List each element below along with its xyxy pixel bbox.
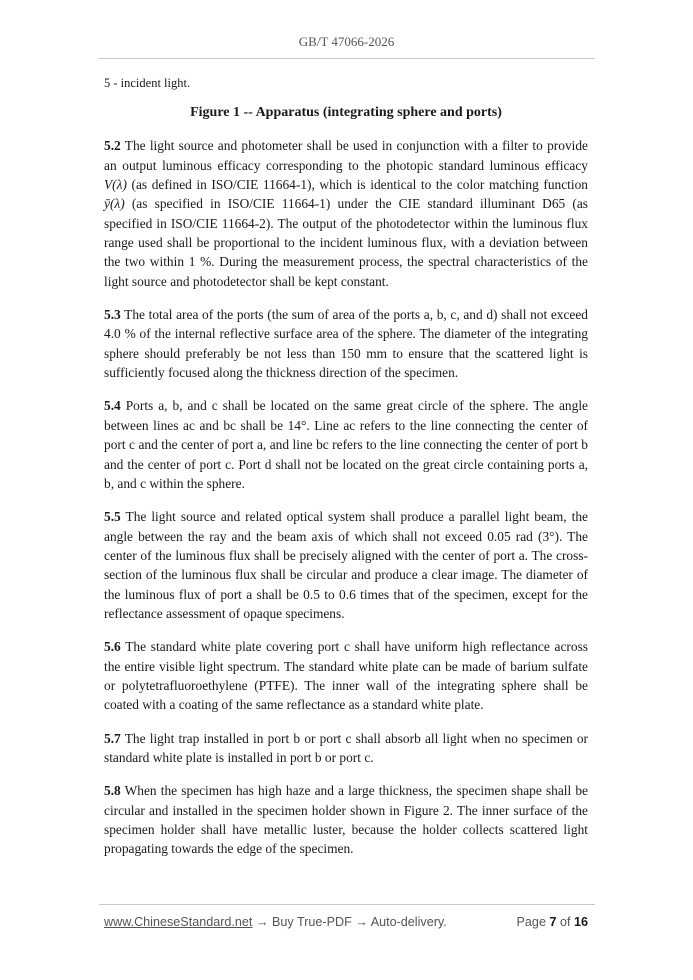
clause-number: 5.4 (104, 398, 121, 414)
page-body (104, 74, 588, 859)
clause-number: 5.8 (104, 783, 121, 799)
clause-text: When the specimen has high haze and a large thickness, the specimen shape shall be circular and installed in the specimen holder shown in Figure 2. The inner surface of the specimen holder shall have metallic luster, because the holder collects scattered light propagating towards the edge of the specimen. (104, 783, 588, 857)
clause-text: The light source and related optical system shall produce a parallel light beam, the angle between the ray and the beam axis of which shall not exceed 0.05 rad (3°). The center of the luminous flux shall be precisely aligned with the center of port a. The cross-section of the luminous flux shall be circular and produce a clear image. The diameter of the luminous flux of port a shall be 0.5 to 0.6 times that of the specimen, except for the reflectance assessment of opaque specimens. (104, 509, 588, 621)
site-link[interactable]: www.ChineseStandard.net (104, 915, 253, 929)
color-matching-symbol: ȳ(λ) (104, 196, 125, 212)
header-divider (99, 58, 595, 59)
clause-text: The light source and photometer shall be used in conjunction with a filter to provide an output luminous efficacy corresponding to the photopic standard luminous efficacy (104, 138, 588, 173)
clause-text: Ports a, b, and c shall be located on the same great circle of the sphere. The angle between lines ac and bc shall be 14°. Line ac refers to the line connecting the center of port c and the center of port a, and line bc refers to the line connecting the center of port b and the center of port c. Port d shall not be located on the great circle containing ports a, b, and c within the sphere. (104, 398, 588, 491)
clause-5-6 (104, 637, 588, 714)
clause-5-4 (104, 396, 588, 493)
clause-text: The standard white plate covering port c shall have uniform high reflectance across the entire visible light spectrum. The standard white plate can be made of barium sulfate or polytetrafluoroethylene (PTFE). The inner wall of the integrating sphere shall be coated with a coating of the same reflectance as a standard white plate. (104, 639, 589, 713)
luminous-efficacy-symbol: V(λ) (104, 177, 127, 193)
figure-legend-note: 5 - incident light. (104, 76, 191, 90)
document-header (0, 34, 693, 50)
clause-5-8 (104, 781, 588, 858)
clause-number: 5.7 (104, 730, 121, 746)
of-label: of (559, 915, 571, 929)
page-current: 7 (549, 915, 557, 929)
clause-text: (as defined in ISO/CIE 11664-1), which is identical to the color matching function (126, 177, 588, 193)
standard-code: GB/T 47066-2026 (298, 34, 395, 49)
footer-divider (99, 904, 595, 905)
clause-number: 5.2 (104, 138, 121, 154)
clause-5-7 (104, 729, 588, 768)
clause-5-5 (104, 507, 588, 623)
page-total: 16 (573, 915, 588, 929)
clause-text: The light trap installed in port b or port c shall absorb all light when no specimen or standard white plate is installed in port b or port c. (104, 730, 588, 765)
figure-caption: Figure 1 -- Apparatus (integrating sphere and ports) (190, 105, 502, 121)
clause-number: 5.5 (104, 509, 121, 525)
clause-text: (as specified in ISO/CIE 11664-1) under the CIE standard illuminant D65 (as specified in ISO/CIE 11664-2). The output of the photodetector within the luminous flux range used shall be proportional to the incident luminous flux, with a deviation between the two within 1 %. During the measurement process, the spectral characteristics of the light source and photodetector shall be kept constant. (104, 196, 588, 289)
clause-number: 5.3 (104, 307, 121, 323)
page-footer (104, 915, 588, 933)
clause-number: 5.6 (104, 639, 121, 655)
clause-5-3 (104, 305, 588, 382)
promo-text: → Buy True-PDF → Auto-delivery. (252, 915, 447, 929)
clause-text: The total area of the ports (the sum of area of the ports a, b, c, and d) shall not exceed 4.0 % of the internal reflective surface area of the sphere. The diameter of the integrating sphere should preferably be not less than 150 mm to ensure that the scattered light is sufficiently focused along the thickness direction of the specimen. (104, 307, 589, 381)
clause-5-2 (104, 136, 588, 291)
footer-promo (104, 915, 447, 929)
page-indicator (517, 915, 588, 929)
page-label: Page (516, 915, 546, 929)
